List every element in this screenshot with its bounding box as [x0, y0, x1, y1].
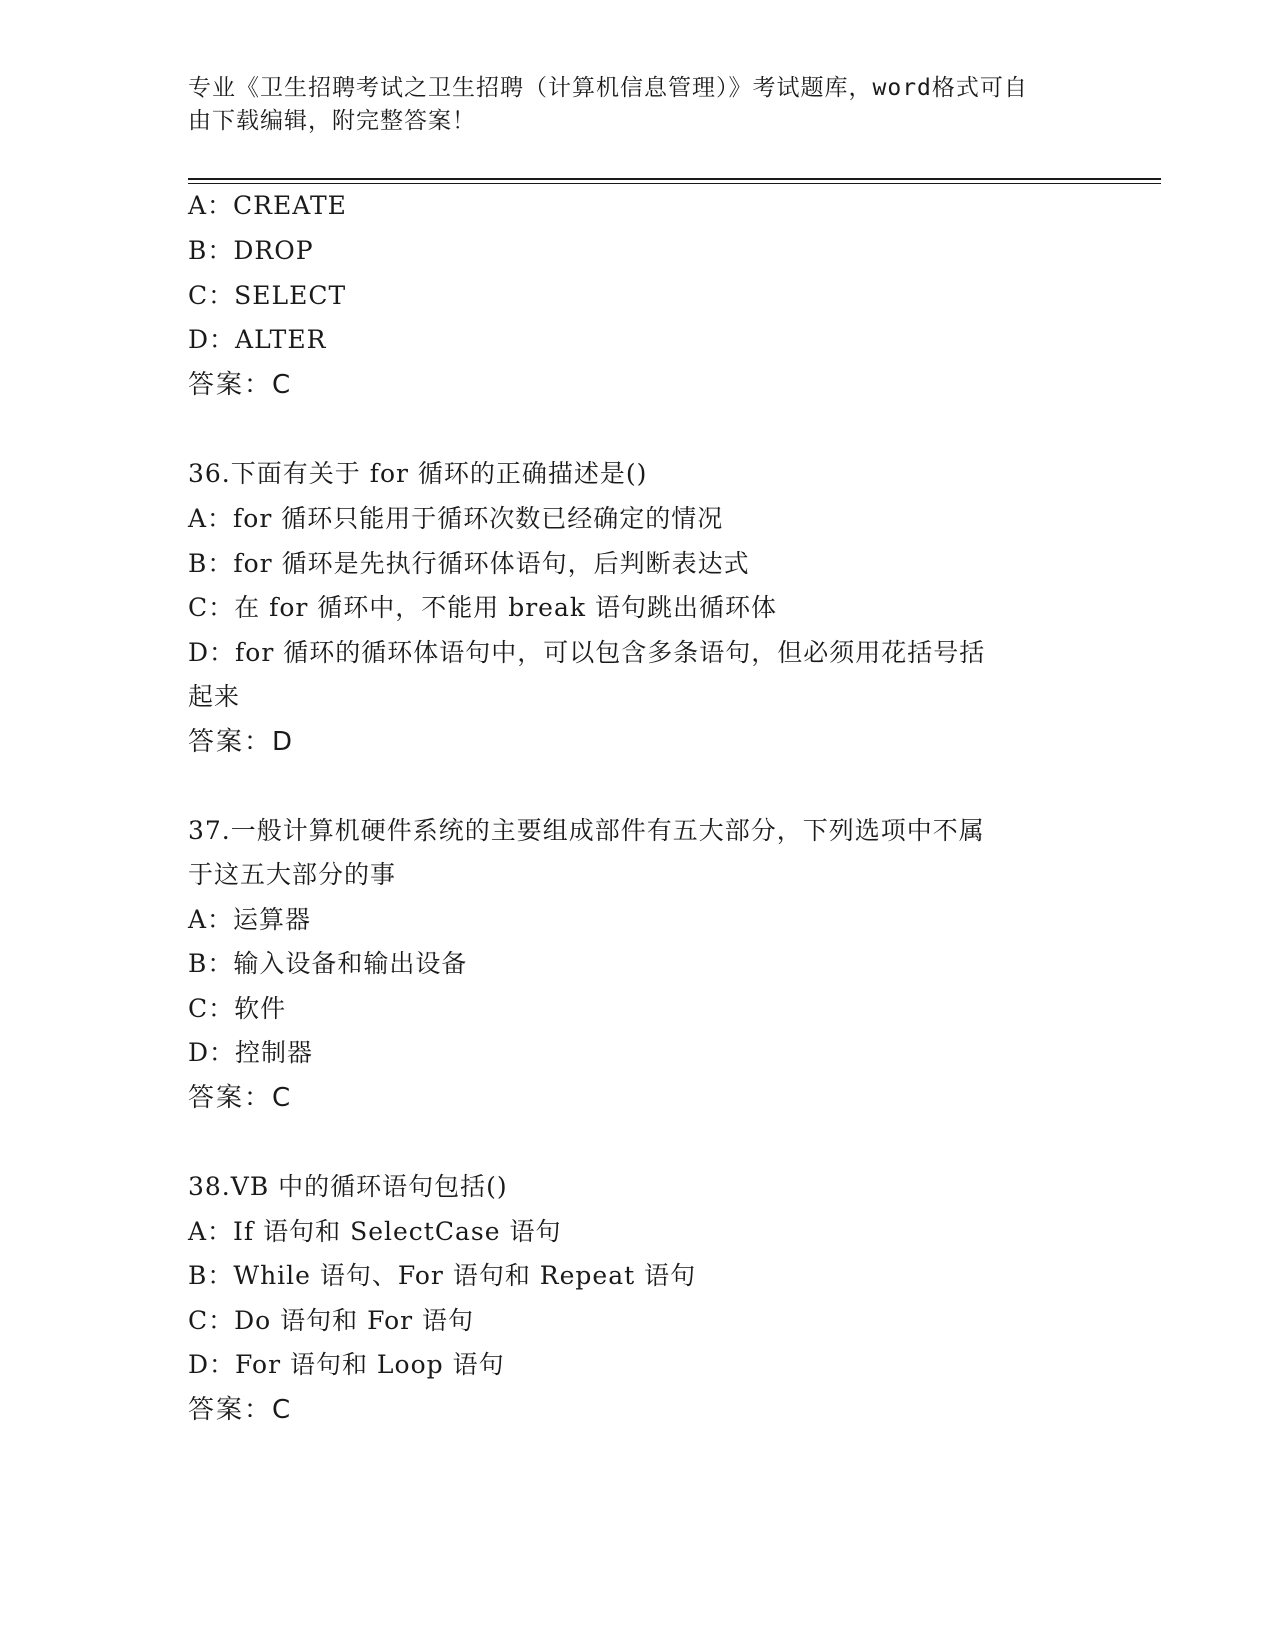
q37-option-d: D：控制器: [188, 1038, 314, 1067]
header-line-1-word: word: [872, 75, 932, 101]
q36-option-b: B：for 循环是先执行循环体语句，后判断表达式: [188, 549, 750, 578]
header-divider-thin: [188, 183, 1161, 184]
prev-answer: 答案：C: [188, 370, 293, 400]
q36-option-d-line-1: D：for 循环的循环体语句中，可以包含多条语句，但必须用花括号括: [188, 638, 986, 667]
q37-stem-line-2: 于这五大部分的事: [188, 860, 397, 889]
q37-option-a: A：运算器: [188, 905, 312, 934]
q37-answer: 答案：C: [188, 1083, 293, 1113]
q37-option-c: C：软件: [188, 994, 287, 1023]
q38-stem-line-1: 38.VB 中的循环语句包括(): [188, 1172, 508, 1201]
header-line-2: 由下载编辑，附完整答案！: [188, 108, 476, 134]
prev-option-b: B：DROP: [188, 236, 314, 265]
header-divider-thick: [188, 178, 1161, 180]
q37-option-b: B：输入设备和输出设备: [188, 949, 468, 978]
q38-answer: 答案：C: [188, 1395, 293, 1425]
q36-stem-line-1: 36.下面有关于 for 循环的正确描述是(): [188, 459, 648, 488]
q36-option-d-line-2: 起来: [188, 682, 241, 711]
q38-option-d: D：For 语句和 Loop 语句: [188, 1350, 505, 1379]
header-line-1-prefix: 专业《卫生招聘考试之卫生招聘（计算机信息管理）》考试题库，: [188, 75, 873, 101]
prev-option-c: C：SELECT: [188, 281, 347, 310]
q37-stem-line-1: 37.一般计算机硬件系统的主要组成部件有五大部分，下列选项中不属: [188, 816, 985, 845]
q36-answer: 答案：D: [188, 727, 295, 757]
q38-option-a: A：If 语句和 SelectCase 语句: [188, 1217, 562, 1246]
prev-option-a: A：CREATE: [188, 191, 347, 220]
q38-option-b: B：While 语句、For 语句和 Repeat 语句: [188, 1261, 697, 1290]
document-header: [188, 72, 1068, 138]
header-line-1: [188, 72, 1068, 105]
q36-option-c: C：在 for 循环中，不能用 break 语句跳出循环体: [188, 593, 777, 622]
header-line-1-suffix: 格式可自: [931, 75, 1028, 101]
q38-option-c: C：Do 语句和 For 语句: [188, 1306, 475, 1335]
prev-option-d: D：ALTER: [188, 325, 327, 354]
q36-option-a: A：for 循环只能用于循环次数已经确定的情况: [188, 504, 724, 533]
